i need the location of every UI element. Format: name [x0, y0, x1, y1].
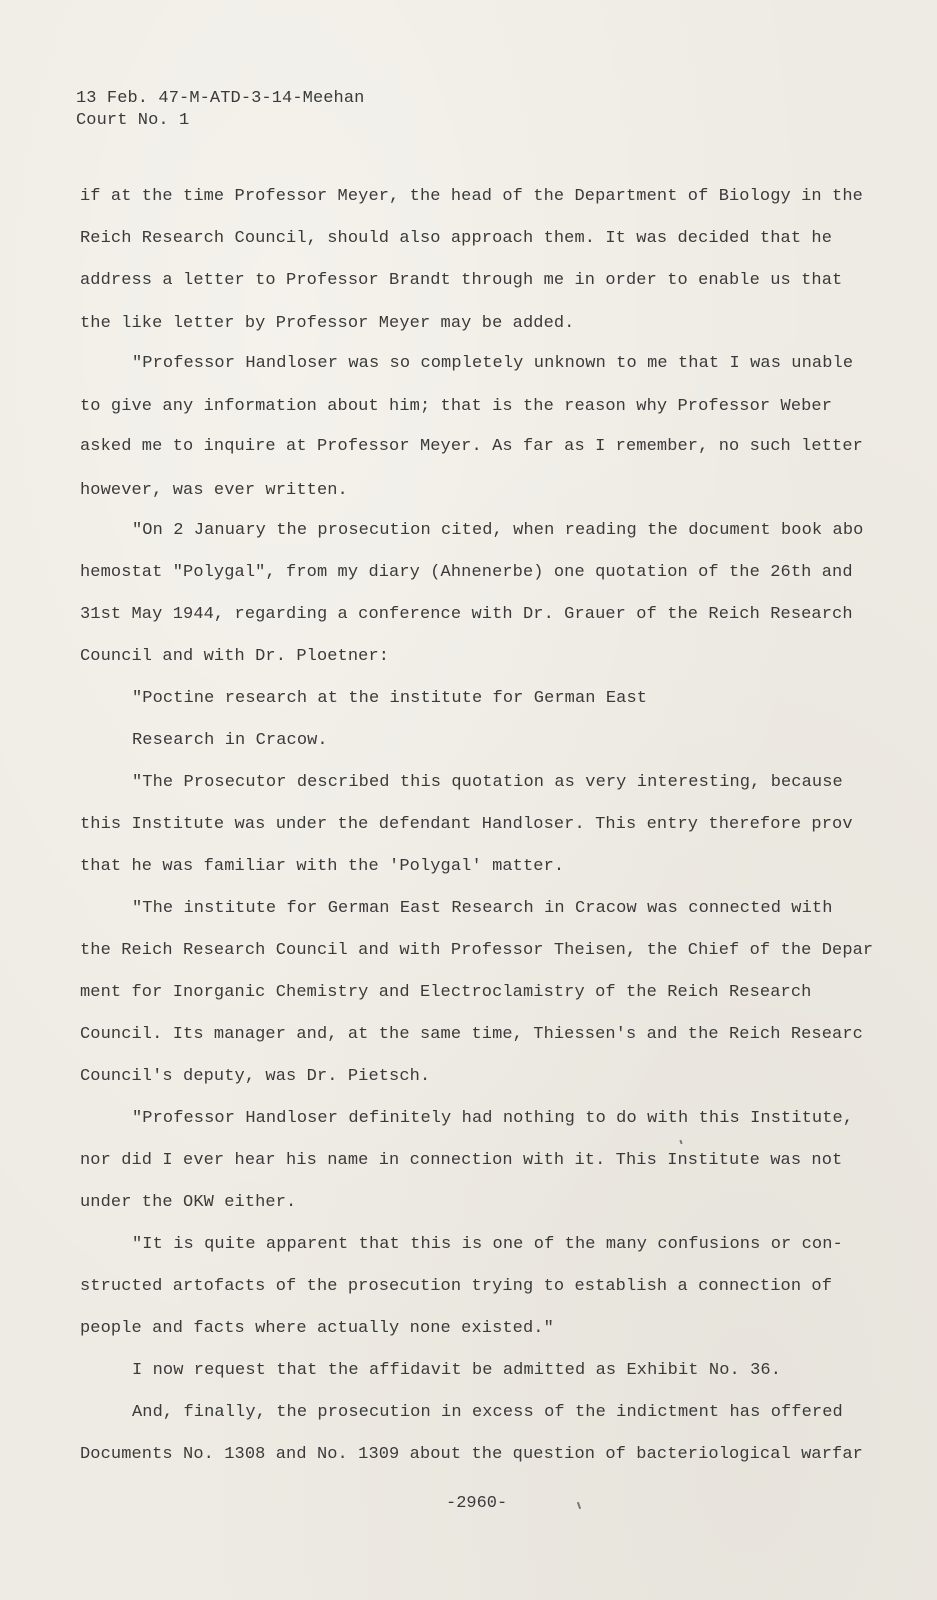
header-line-2: Court No. 1: [76, 111, 190, 130]
body-line: "On 2 January the prosecution cited, when reading the document book abo: [132, 521, 864, 540]
body-line: structed artofacts of the prosecution trying to establish a connection of: [80, 1277, 833, 1296]
body-line: Council and with Dr. Ploetner:: [80, 647, 390, 666]
body-line: ment for Inorganic Chemistry and Electroclamistry of the Reich Research: [80, 983, 812, 1002]
body-line: "The institute for German East Research in Cracow was connected with: [132, 899, 833, 918]
body-line: "Professor Handloser definitely had nothing to do with this Institute,: [132, 1109, 854, 1128]
body-line: "Professor Handloser was so completely unknown to me that I was unable: [132, 354, 854, 373]
body-line: the like letter by Professor Meyer may be added.: [80, 314, 575, 333]
body-line: address a letter to Professor Brandt through me in order to enable us that: [80, 271, 843, 290]
body-line: however, was ever written.: [80, 481, 348, 500]
body-line: that he was familiar with the 'Polygal' matter.: [80, 857, 565, 876]
body-line: under the OKW either.: [80, 1193, 297, 1212]
page-number: -2960-: [446, 1494, 508, 1513]
stray-pen-mark: [679, 1140, 682, 1144]
body-line: people and facts where actually none existed.": [80, 1319, 554, 1338]
body-line: the Reich Research Council and with Professor Theisen, the Chief of the Depar: [80, 941, 874, 960]
body-line: Research in Cracow.: [132, 731, 328, 750]
body-line: "Poctine research at the institute for German East: [132, 689, 648, 708]
body-line: "It is quite apparent that this is one of the many confusions or con-: [132, 1235, 843, 1254]
body-line: nor did I ever hear his name in connection with it. This Institute was not: [80, 1151, 843, 1170]
body-line: Reich Research Council, should also approach them. It was decided that he: [80, 229, 833, 248]
header-line-1: 13 Feb. 47-M-ATD-3-14-Meehan: [76, 89, 365, 108]
body-line: asked me to inquire at Professor Meyer. As far as I remember, no such letter: [80, 437, 863, 456]
body-line: I now request that the affidavit be admitted as Exhibit No. 36.: [132, 1361, 782, 1380]
body-line: 31st May 1944, regarding a conference with Dr. Grauer of the Reich Research: [80, 605, 853, 624]
body-line: to give any information about him; that is the reason why Professor Weber: [80, 397, 833, 416]
body-line: hemostat "Polygal", from my diary (Ahnenerbe) one quotation of the 26th and: [80, 563, 853, 582]
body-line: Council. Its manager and, at the same time, Thiessen's and the Reich Researc: [80, 1025, 863, 1044]
stray-pen-mark: [577, 1502, 581, 1509]
body-line: Council's deputy, was Dr. Pietsch.: [80, 1067, 431, 1086]
body-line: if at the time Professor Meyer, the head of the Department of Biology in the: [80, 187, 863, 206]
body-line: And, finally, the prosecution in excess of the indictment has offered: [132, 1403, 843, 1422]
body-line: Documents No. 1308 and No. 1309 about the question of bacteriological warfar: [80, 1445, 863, 1464]
body-line: "The Prosecutor described this quotation as very interesting, because: [132, 773, 843, 792]
body-line: this Institute was under the defendant Handloser. This entry therefore prov: [80, 815, 853, 834]
